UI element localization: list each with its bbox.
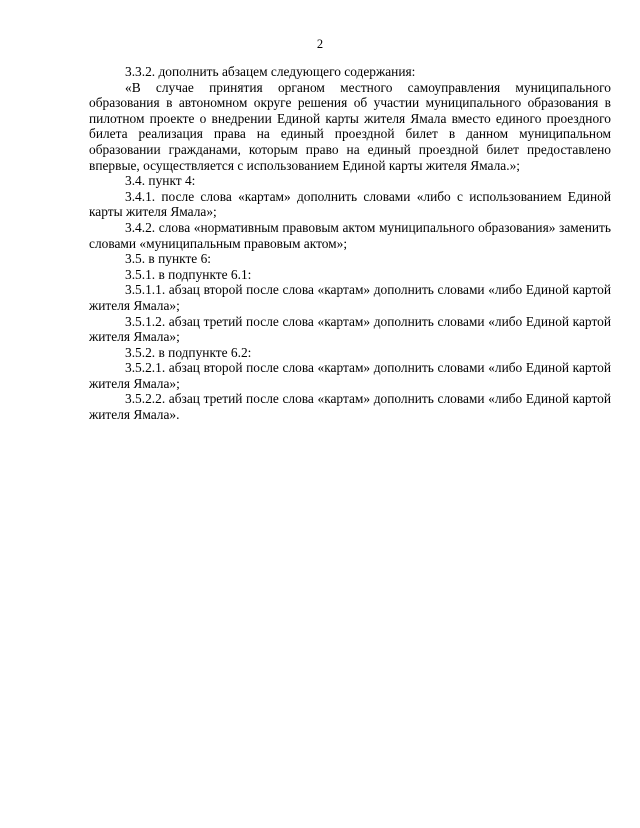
document-body	[89, 64, 611, 423]
paragraph-3-5-1-2: 3.5.1.2. абзац третий после слова «картам» дополнить словами «либо Единой картой жителя Ямала»;	[89, 313, 611, 345]
paragraph-3-4-2: 3.4.2. слова «нормативным правовым актом муниципального образования» заменить словами «муниципальным правовым актом»;	[89, 219, 611, 251]
paragraph-3-5-1: 3.5.1. в подпункте 6.1:	[125, 266, 252, 282]
page-number: 2	[316, 37, 324, 51]
paragraph-3-3-2: 3.3.2. дополнить абзацем следующего содержания:	[125, 64, 416, 79]
paragraph-3-5-2: 3.5.2. в подпункте 6.2:	[125, 344, 252, 360]
paragraph-3-5-2-1: 3.5.2.1. абзац второй после слова «картам» дополнить словами «либо Единой картой жителя Ямала»;	[89, 360, 611, 391]
paragraph-3-4: 3.4. пункт 4:	[125, 173, 196, 189]
paragraph-quote-pilot-project: «В случае принятия органом местного самоуправления муниципального образования в автономном округе решения об участии муниципального образования в пилотном проекте о внедрении Единой карты жителя Ямала вместо единого проездного билета реализация права на единый проездной билет в данном муниципальном образовании гражданами, которым право на единый проездной билет предоставлено впервые, осуществляется с использованием Единой карты жителя Ямала.»;	[89, 79, 611, 173]
paragraph-3-5-1-1: 3.5.1.1. абзац второй после слова «картам» дополнить словами «либо Единой картой жителя Ямала»;	[89, 282, 611, 313]
paragraph-3-5-2-2: 3.5.2.2. абзац третий после слова «картам» дополнить словами «либо Единой картой жителя Ямала».	[89, 391, 611, 423]
paragraph-3-5: 3.5. в пункте 6:	[125, 251, 212, 267]
paragraph-3-4-1: 3.4.1. после слова «картам» дополнить словами «либо с использованием Единой карты жителя Ямала»;	[89, 188, 611, 220]
